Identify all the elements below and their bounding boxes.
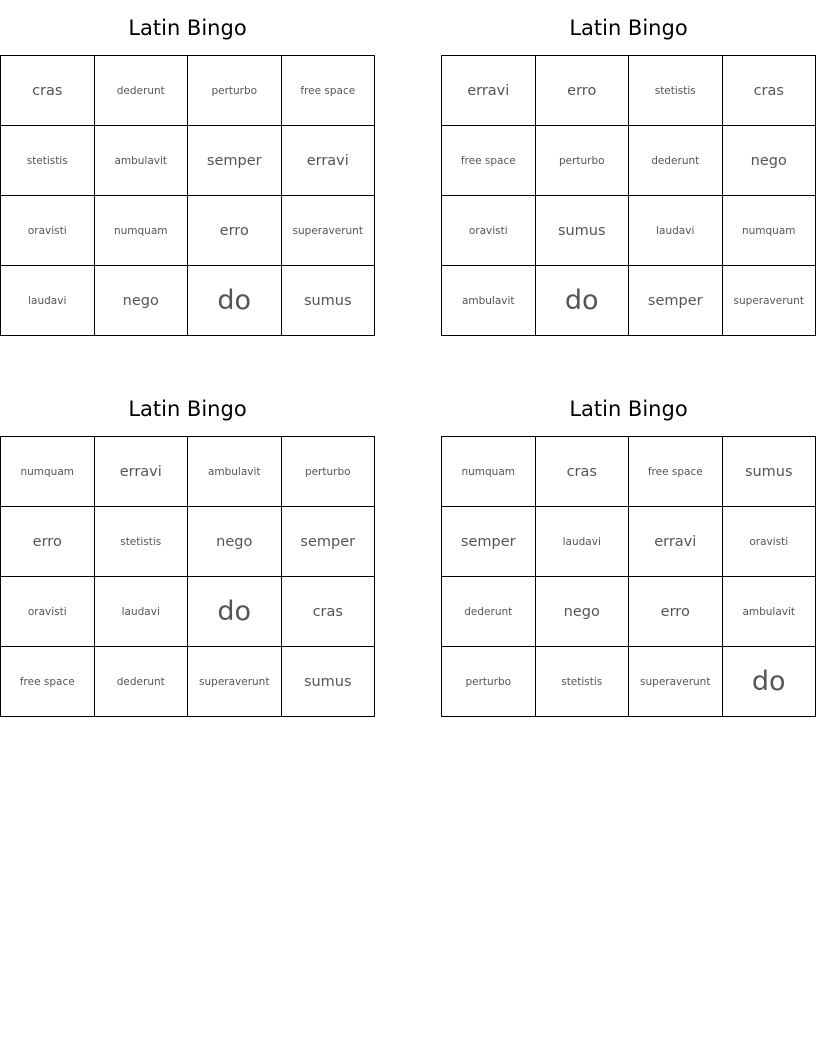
bingo-cell: numquam [442,437,536,507]
bingo-cell: semper [629,266,723,336]
bingo-cell: cras [282,577,376,647]
bingo-cell: oravisti [442,196,536,266]
bingo-cell: nego [95,266,189,336]
bingo-cell: oravisti [723,507,816,577]
bingo-card-2 [441,0,816,336]
bingo-cell: erro [536,56,630,126]
bingo-cell: ambulavit [723,577,816,647]
card-title: Latin Bingo [128,16,247,40]
bingo-cell: superaverunt [282,196,376,266]
bingo-cell: do [188,577,282,647]
bingo-cell: laudavi [1,266,95,336]
bingo-cell: sumus [723,437,816,507]
bingo-cell: free space [629,437,723,507]
bingo-cell: do [188,266,282,336]
bingo-cell: nego [536,577,630,647]
bingo-cell: sumus [282,647,376,717]
bingo-cell: laudavi [629,196,723,266]
bingo-cell: erro [1,507,95,577]
bingo-cell: dederunt [442,577,536,647]
card-title: Latin Bingo [128,397,247,421]
bingo-cell: perturbo [442,647,536,717]
bingo-cell: stetistis [95,507,189,577]
bingo-card-1 [0,0,375,336]
bingo-grid [0,55,375,336]
bingo-cell: stetistis [1,126,95,196]
bingo-cell: free space [282,56,376,126]
bingo-cell: numquam [723,196,816,266]
bingo-cell: cras [1,56,95,126]
bingo-cell: semper [282,507,376,577]
bingo-cell: laudavi [95,577,189,647]
bingo-cell: ambulavit [442,266,536,336]
bingo-cell: ambulavit [95,126,189,196]
bingo-cell: perturbo [188,56,282,126]
bingo-cell: laudavi [536,507,630,577]
bingo-cell: cras [536,437,630,507]
bingo-grid [441,436,816,717]
card-title: Latin Bingo [569,16,688,40]
bingo-cell: sumus [536,196,630,266]
bingo-cell: do [723,647,816,717]
bingo-card-4 [441,381,816,717]
bingo-cell: free space [1,647,95,717]
bingo-cell: perturbo [282,437,376,507]
bingo-cell: ambulavit [188,437,282,507]
bingo-cell: free space [442,126,536,196]
bingo-cell: erravi [282,126,376,196]
bingo-cell: oravisti [1,577,95,647]
bingo-cell: stetistis [536,647,630,717]
bingo-cell: numquam [95,196,189,266]
bingo-cell: superaverunt [629,647,723,717]
bingo-cell: erravi [629,507,723,577]
bingo-cell: erravi [442,56,536,126]
bingo-cell: sumus [282,266,376,336]
bingo-cell: numquam [1,437,95,507]
bingo-cell: nego [723,126,816,196]
bingo-cell: perturbo [536,126,630,196]
card-title: Latin Bingo [569,397,688,421]
bingo-cell: erro [629,577,723,647]
bingo-cell: oravisti [1,196,95,266]
bingo-cell: stetistis [629,56,723,126]
bingo-cell: superaverunt [723,266,816,336]
bingo-cell: dederunt [95,647,189,717]
bingo-cell: dederunt [629,126,723,196]
bingo-cell: dederunt [95,56,189,126]
bingo-cell: erravi [95,437,189,507]
bingo-grid [441,55,816,336]
bingo-grid [0,436,375,717]
bingo-cell: cras [723,56,816,126]
bingo-cell: semper [188,126,282,196]
bingo-cell: do [536,266,630,336]
bingo-cell: semper [442,507,536,577]
bingo-cell: nego [188,507,282,577]
bingo-cell: erro [188,196,282,266]
bingo-cell: superaverunt [188,647,282,717]
bingo-card-3 [0,381,375,717]
